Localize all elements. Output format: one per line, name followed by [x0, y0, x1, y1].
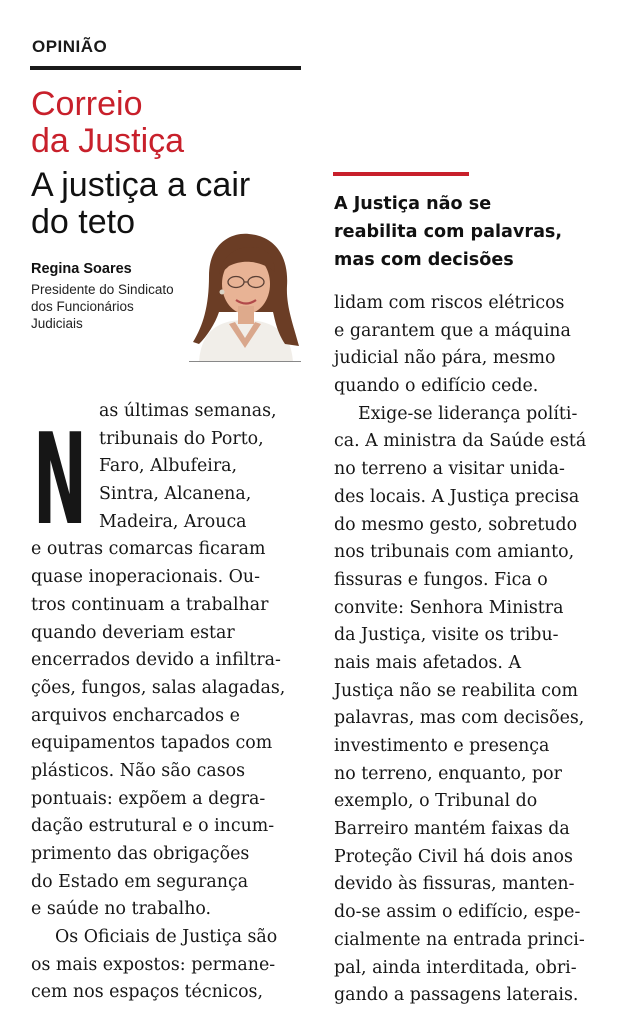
- body-line: devido às fissuras, manten-: [334, 874, 575, 895]
- body-line: ca. A ministra da Saúde está: [334, 431, 587, 452]
- body-line: plásticos. Não são casos: [31, 760, 246, 781]
- body-line: gando a passagens laterais.: [334, 985, 579, 1006]
- body-line: no terreno a visitar unida-: [334, 459, 565, 480]
- pull-quote-rule: [333, 172, 469, 176]
- body-line: pal, ainda interditada, obri-: [334, 957, 577, 978]
- body-line: do Estado em segurança: [31, 871, 249, 892]
- body-line: e outras comarcas ficaram: [31, 539, 266, 560]
- author-role-line-3: Judiciais: [31, 316, 83, 331]
- photo-rule: [189, 361, 301, 362]
- body-line: quando deveriam estar: [31, 622, 235, 643]
- author-portrait-image: [189, 228, 301, 362]
- body-line: no terreno, enquanto, por: [334, 763, 562, 784]
- body-line: cem nos espaços técnicos,: [31, 982, 263, 1003]
- body-line: da Justiça, visite os tribu-: [334, 625, 559, 646]
- author-role: [31, 281, 201, 332]
- pull-quote-line: A Justiça não se: [334, 194, 492, 214]
- body-line: do mesmo gesto, sobretudo: [334, 514, 578, 535]
- body-line: quando o edifício cede.: [334, 376, 539, 397]
- body-line: investimento e presença: [334, 736, 550, 756]
- body-line: Madeira, Arouca: [99, 511, 247, 532]
- body-line: equipamentos tapados com: [31, 733, 273, 754]
- headline-line-1: A justiça a cair: [31, 166, 251, 204]
- body-line: e garantem que a máquina: [334, 320, 571, 341]
- author-role-line-1: Presidente do Sindicato: [31, 282, 174, 297]
- body-line: Faro, Albufeira,: [99, 456, 238, 477]
- body-line: tros continuam a trabalhar: [31, 594, 269, 615]
- column-title-line-2: da Justiça: [31, 122, 185, 160]
- body-line: pontuais: expõem a degra-: [31, 788, 266, 809]
- section-rule: [30, 66, 301, 70]
- pull-quote-line: reabilita com palavras,: [334, 222, 563, 242]
- body-line: e saúde no trabalho.: [31, 899, 212, 920]
- body-line: Barreiro mantém faixas da: [334, 819, 570, 840]
- body-line: Os Oficiais de Justiça são: [55, 927, 278, 948]
- body-line: judicial não pára, mesmo: [334, 348, 556, 369]
- body-column-2: [334, 290, 586, 1010]
- headline-line-2: do teto: [31, 203, 135, 241]
- drop-cap-text: N: [33, 406, 87, 523]
- body-line: do-se assim o edifício, espe-: [334, 902, 581, 923]
- column-title-line-1: Correio: [31, 85, 143, 123]
- body-line: fissuras e fungos. Fica o: [334, 569, 548, 590]
- body-line: encerrados devido a infiltra-: [31, 650, 281, 671]
- body-line: dação estrutural e o incum-: [31, 816, 275, 837]
- body-column-1: [31, 398, 285, 1007]
- pull-quote: [334, 190, 562, 274]
- body-line: lidam com riscos elétricos: [334, 293, 565, 313]
- body-line: nais mais afetados. A: [334, 652, 522, 673]
- body-line: Exige-se liderança políti-: [358, 403, 578, 424]
- body-line: Sintra, Alcanena,: [99, 484, 252, 505]
- body-line: ções, fungos, salas alagadas,: [31, 677, 286, 698]
- author-photo: [189, 228, 301, 362]
- column-title: [31, 86, 184, 160]
- pull-quote-line: mas com decisões: [334, 250, 514, 270]
- author-name: Regina Soares: [31, 261, 132, 277]
- body-line: convite: Senhora Ministra: [334, 597, 564, 618]
- body-line: nos tribunais com amianto,: [334, 542, 575, 563]
- body-line: des locais. A Justiça precisa: [334, 486, 580, 507]
- body-line: quase inoperacionais. Ou-: [31, 567, 260, 588]
- section-label: OPINIÃO: [32, 37, 108, 56]
- body-line: os mais expostos: permane-: [31, 954, 276, 975]
- body-line: exemplo, o Tribunal do: [334, 791, 538, 812]
- body-line: primento das obrigações: [31, 844, 250, 864]
- body-line: palavras, mas com decisões,: [334, 708, 585, 729]
- body-line: cialmente na entrada princi-: [334, 929, 585, 950]
- body-line: as últimas semanas,: [99, 401, 277, 421]
- body-line: Proteção Civil há dois anos: [334, 846, 573, 867]
- body-line: Justiça não se reabilita com: [334, 680, 578, 701]
- body-line: tribunais do Porto,: [99, 428, 264, 449]
- body-line: arquivos encharcados e: [31, 705, 240, 726]
- author-role-line-2: dos Funcionários: [31, 299, 134, 314]
